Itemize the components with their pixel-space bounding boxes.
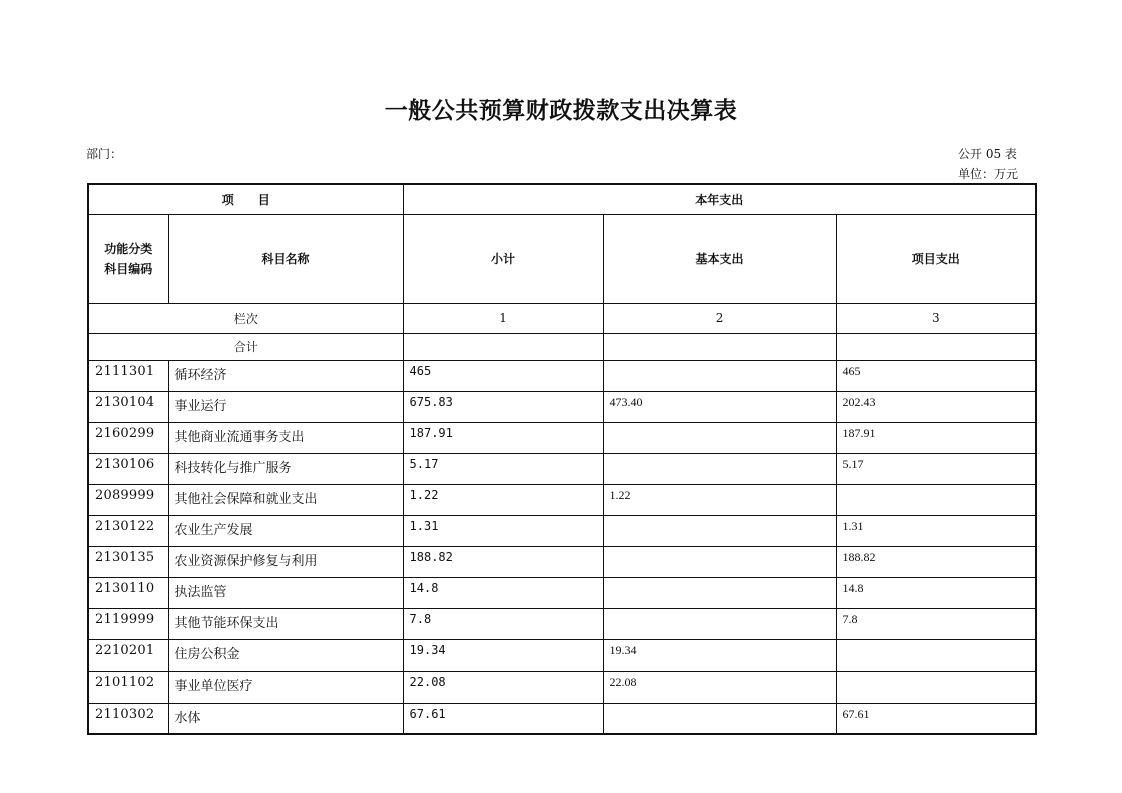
row-code: 2210201 [88,639,168,671]
header-project: 项 目 [88,184,403,214]
row-subtotal: 1.22 [403,484,603,515]
row-basic [603,546,836,577]
row-code: 2089999 [88,484,168,515]
header-func-code-line1: 功能分类 [104,241,153,256]
row-subtotal: 67.61 [403,703,603,734]
row-subtotal: 14.8 [403,577,603,608]
table-row [88,608,1036,639]
header-program: 项目支出 [836,214,1036,303]
row-subject-name: 水体 [168,703,403,734]
row-code: 2101102 [88,671,168,703]
row-subtotal: 187.91 [403,422,603,453]
row-program: 5.17 [836,453,1036,484]
row-program: 188.82 [836,546,1036,577]
row-subject-name: 科技转化与推广服务 [168,453,403,484]
table-row [88,484,1036,515]
table-row [88,422,1036,453]
row-subject-name: 其他节能环保支出 [168,608,403,639]
row-code: 2111301 [88,360,168,391]
row-program: 1.31 [836,515,1036,546]
row-program [836,639,1036,671]
row-code: 2110302 [88,703,168,734]
row-basic: 19.34 [603,639,836,671]
row-subject-name: 其他商业流通事务支出 [168,422,403,453]
header-row-2 [88,214,1036,303]
row-program: 67.61 [836,703,1036,734]
row-basic [603,608,836,639]
row-code: 2160299 [88,422,168,453]
row-subtotal: 5.17 [403,453,603,484]
row-code: 2119999 [88,608,168,639]
row-program: 465 [836,360,1036,391]
total-subtotal [403,333,603,360]
department-label: 部门： [86,147,123,161]
row-basic: 473.40 [603,391,836,422]
row-code: 2130122 [88,515,168,546]
row-basic: 22.08 [603,671,836,703]
row-program: 202.43 [836,391,1036,422]
row-subtotal: 465 [403,360,603,391]
unit-label: 单位：万元 [958,167,1019,181]
row-code: 2130106 [88,453,168,484]
row-subject-name: 事业单位医疗 [168,671,403,703]
column-index-1: 1 [403,303,603,333]
total-program [836,333,1036,360]
table-row [88,703,1036,734]
column-index-row [88,303,1036,333]
row-subject-name: 其他社会保障和就业支出 [168,484,403,515]
form-number: 公开 05 表 [958,147,1017,161]
row-program: 187.91 [836,422,1036,453]
header-row-1 [88,184,1036,214]
row-subtotal: 7.8 [403,608,603,639]
header-func-code [88,214,168,303]
table-row [88,453,1036,484]
row-program: 7.8 [836,608,1036,639]
row-basic [603,422,836,453]
table-row [88,360,1036,391]
table-row [88,546,1036,577]
column-index-3: 3 [836,303,1036,333]
row-basic [603,577,836,608]
row-subject-name: 循环经济 [168,360,403,391]
row-subtotal: 188.82 [403,546,603,577]
header-subject-name: 科目名称 [168,214,403,303]
row-subtotal: 675.83 [403,391,603,422]
row-program [836,484,1036,515]
total-row [88,333,1036,360]
row-program: 14.8 [836,577,1036,608]
row-subject-name: 事业运行 [168,391,403,422]
header-basic: 基本支出 [603,214,836,303]
column-index-2: 2 [603,303,836,333]
row-program [836,671,1036,703]
header-current-year: 本年支出 [403,184,1036,214]
header-func-code-line2: 科目编码 [104,261,153,276]
row-subtotal: 22.08 [403,671,603,703]
total-basic [603,333,836,360]
table-row [88,577,1036,608]
table-row [88,639,1036,671]
row-code: 2130110 [88,577,168,608]
row-basic [603,453,836,484]
row-subject-name: 农业资源保护修复与利用 [168,546,403,577]
table-row [88,515,1036,546]
row-subject-name: 住房公积金 [168,639,403,671]
table-row [88,391,1036,422]
total-label: 合计 [88,333,403,360]
row-basic [603,515,836,546]
row-basic: 1.22 [603,484,836,515]
column-index-label: 栏次 [88,303,403,333]
expenditure-table [87,183,1037,735]
row-basic [603,360,836,391]
row-subject-name: 执法监管 [168,577,403,608]
header-subtotal: 小计 [403,214,603,303]
row-basic [603,703,836,734]
row-code: 2130104 [88,391,168,422]
row-code: 2130135 [88,546,168,577]
row-subject-name: 农业生产发展 [168,515,403,546]
row-subtotal: 1.31 [403,515,603,546]
table-row [88,671,1036,703]
row-subtotal: 19.34 [403,639,603,671]
page-title: 一般公共预算财政拨款支出决算表 [384,97,738,124]
